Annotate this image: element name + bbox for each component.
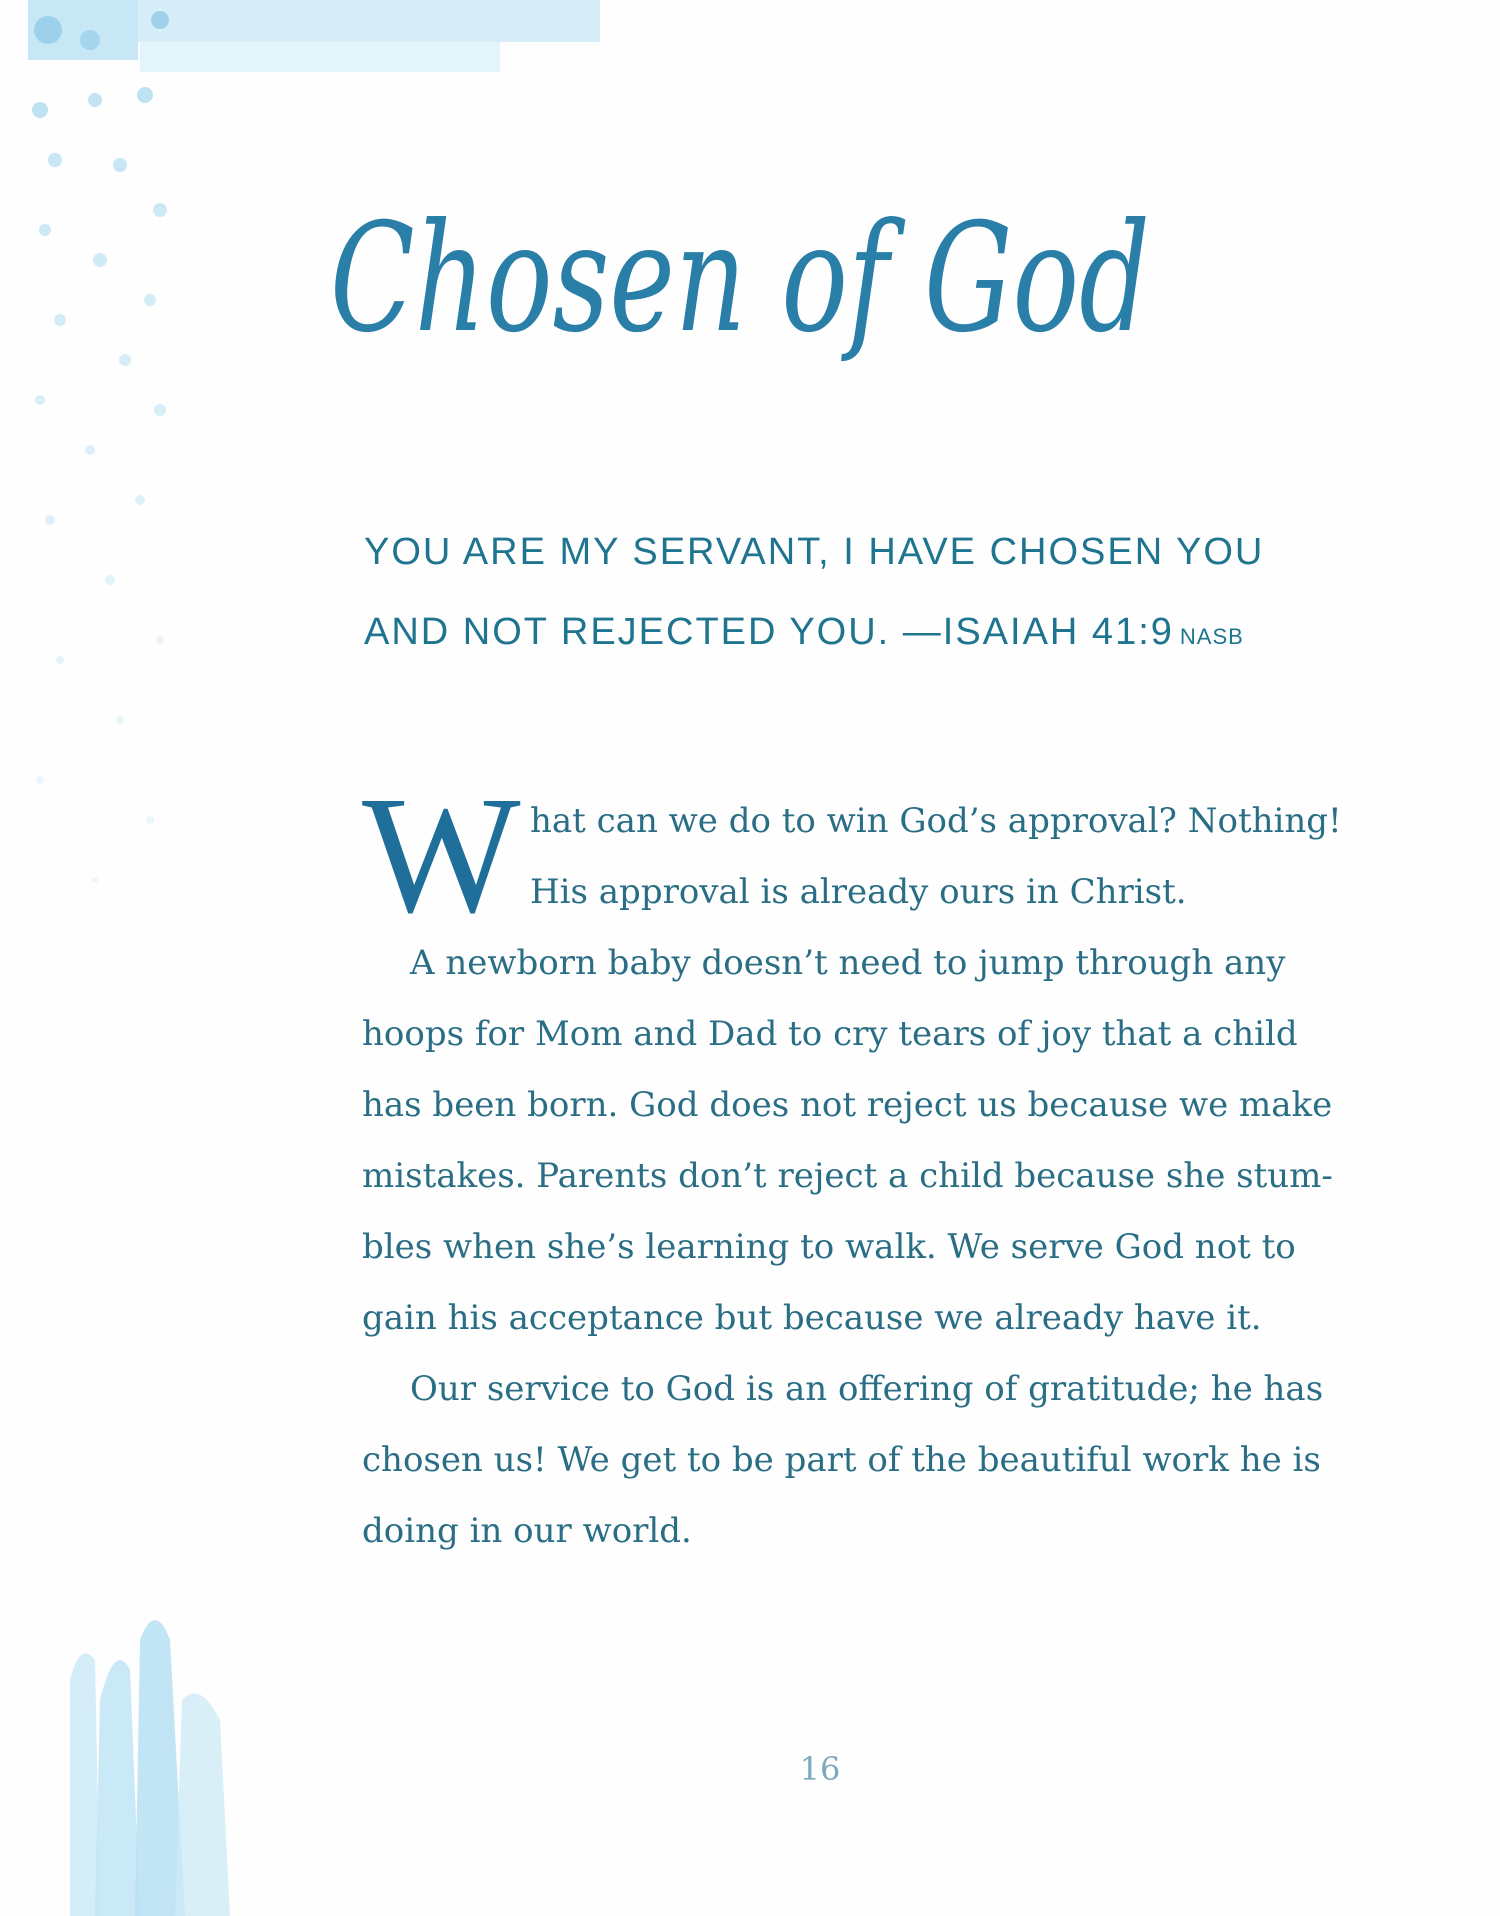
- verse-text: AND NOT REJECTED YOU. —ISAIAH 41:9: [364, 611, 1174, 653]
- body-line: gain his acceptance but because we already have it.: [362, 1298, 1262, 1338]
- drop-cap: W: [362, 762, 521, 948]
- body-line: has been born. God does not reject us because we make: [362, 1085, 1333, 1125]
- watercolor-decoration: [0, 0, 260, 1916]
- body-line: chosen us! We get to be part of the beautiful work he is: [362, 1440, 1321, 1480]
- body-line: hat can we do to win God’s approval? Nothing!: [530, 801, 1342, 841]
- body-line: mistakes. Parents don’t reject a child because she stum-: [362, 1156, 1333, 1196]
- verse-line-1: YOU ARE MY SERVANT, I HAVE CHOSEN YOU: [364, 531, 1265, 573]
- svg-text:Chosen of God: Chosen of God: [330, 192, 1150, 366]
- body-line: hoops for Mom and Dad to cry tears of joy that a child: [362, 1014, 1298, 1054]
- body-line: His approval is already ours in Christ.: [530, 872, 1187, 912]
- body-line: A newborn baby doesn’t need to jump through any: [410, 943, 1286, 983]
- page-title: [290, 150, 1190, 410]
- bible-version: NASB: [1179, 624, 1244, 649]
- body-line: doing in our world.: [362, 1511, 692, 1551]
- page-number: 16: [799, 1750, 841, 1788]
- body-line: Our service to God is an offering of gratitude; he has: [410, 1369, 1324, 1409]
- devotional-body: [362, 762, 1422, 1567]
- verse-line-2: [364, 592, 1364, 677]
- scripture-verse: [364, 512, 1364, 677]
- body-line: bles when she’s learning to walk. We serve God not to: [362, 1227, 1296, 1267]
